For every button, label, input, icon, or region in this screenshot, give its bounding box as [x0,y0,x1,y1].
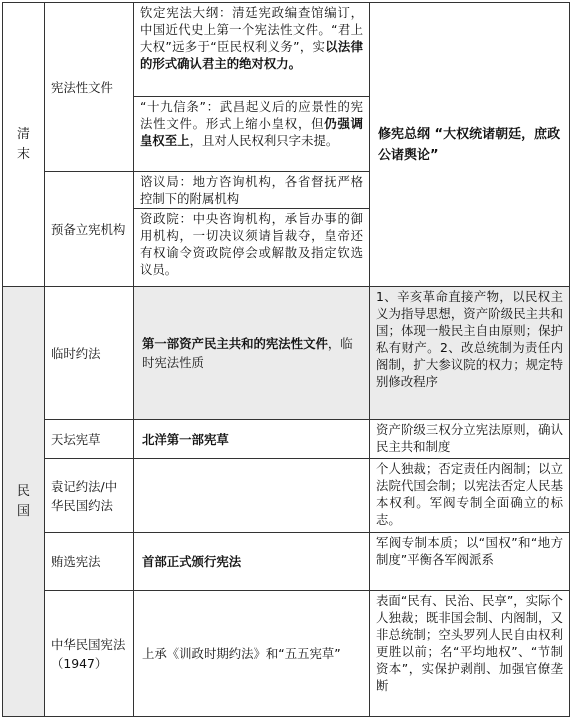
doc-feature-tiantan-draft [133,419,370,459]
era-cell-qing [2,2,45,287]
constitution-table [2,2,570,717]
doc-feature-provisional-constitution [133,286,370,420]
doc-note-yuan-constitution [369,458,570,533]
zixunju-cell [133,171,370,209]
doc-feature-bribery-constitution [133,532,370,591]
qing-summary-text: 修宪总纲 “大权统诸朝廷，庶政公诸舆论” [378,126,561,163]
doc-note-provisional-constitution [369,286,570,420]
note-text: 表面“民有、民治、民享”，实际个人独裁；既非国会制、内阁制，又非总统制；空头罗列人民自由权利更胜以前；名“平均地权”、“节制资本”，实保护剥削、加强官僚垄断 [376,593,563,693]
doc-name: 天坛宪草 [51,431,101,447]
note-text: 个人独裁；否定责任内阁制；以立法院代国会制；以宪法否定人民基本权利。军阀专制全面确立的标志。 [376,461,563,527]
era-cell-minguo [2,286,45,717]
outline-cell [133,2,370,97]
doc-name: 贿选宪法 [51,554,101,569]
doc-name-roc-constitution-1947 [44,590,134,717]
feature-text: ，临时宪法性质 [142,336,353,370]
note-text: 资产阶级三权分立宪法原则，确认民主共和制度 [376,422,563,454]
zixunju-text: 谘议局：地方咨询机构，各省督抚严格控制下的附属机构 [140,174,363,206]
era-label-qing: 清末 [16,126,30,162]
category-prep-bodies [44,171,134,287]
doc-note-roc-constitution-1947 [369,590,570,717]
doc-name: 袁记约法/中华民国约法 [51,478,118,513]
feature-text: 上承《训政时期约法》和“五五宪草” [142,646,341,661]
feature-emphasis: 北洋第一部宪草 [142,431,229,447]
feature-emphasis: 首部正式颁行宪法 [142,554,242,569]
zizhengyuan-text: 资政院：中央咨询机构，承旨办事的御用机构，一切决议须请旨裁夺，皇帝还有权谕令资政院停会或解散及指定钦选议员。 [140,211,363,277]
doc-name: 临时约法 [51,345,101,361]
doc-name-yuan-constitution [44,458,134,533]
doc-feature-yuan-constitution [133,458,370,533]
category-label: 预备立宪机构 [51,221,126,237]
doc-note-tiantan-draft [369,419,570,459]
category-constitutional-docs [44,2,134,172]
nineteen-text-1: “十九信条”：武昌起义后的应景性的宪法性文件。形式上缩小皇权，但 [140,99,363,131]
zizhengyuan-cell [133,208,370,287]
note-text: 1、辛亥革命直接产物，以民权主义为指导思想，资产阶级民主共和国；体现一般民主自由原则；保护私有财产。2、改总统制为责任内阁制，扩大参议院的权力；规定特别修改程序 [376,289,563,389]
category-label: 宪法性文件 [51,79,113,95]
era-label-minguo: 民国 [16,483,30,519]
doc-note-bribery-constitution [369,532,570,591]
doc-name-provisional-constitution [44,286,134,420]
qing-summary-cell [369,2,570,287]
feature-emphasis: 第一部资产民主共和的宪法性文件 [142,336,328,351]
outline-text: 钦定宪法大纲：清廷宪政编查馆编订，中国近代史上第一个宪法性文件。“君上大权”远多于“臣民权利义务”，实 [140,5,363,54]
nineteen-text-2: ，且对人民权利只字未提。 [189,133,339,148]
outline-emphasis: 以法律的形式确认君主的绝对权力。 [140,39,363,71]
doc-name-tiantan-draft [44,419,134,459]
nineteen-emphasis: 仍强调皇权至上 [140,116,364,148]
doc-feature-roc-constitution-1947 [133,590,370,717]
doc-name-bribery-constitution [44,532,134,591]
nineteen-articles-cell [133,96,370,172]
note-text: 军阀专制本质；以“国权”和“地方制度”平衡各军阀派系 [376,535,563,567]
doc-name: 中华民国宪法（1947） [51,636,126,671]
